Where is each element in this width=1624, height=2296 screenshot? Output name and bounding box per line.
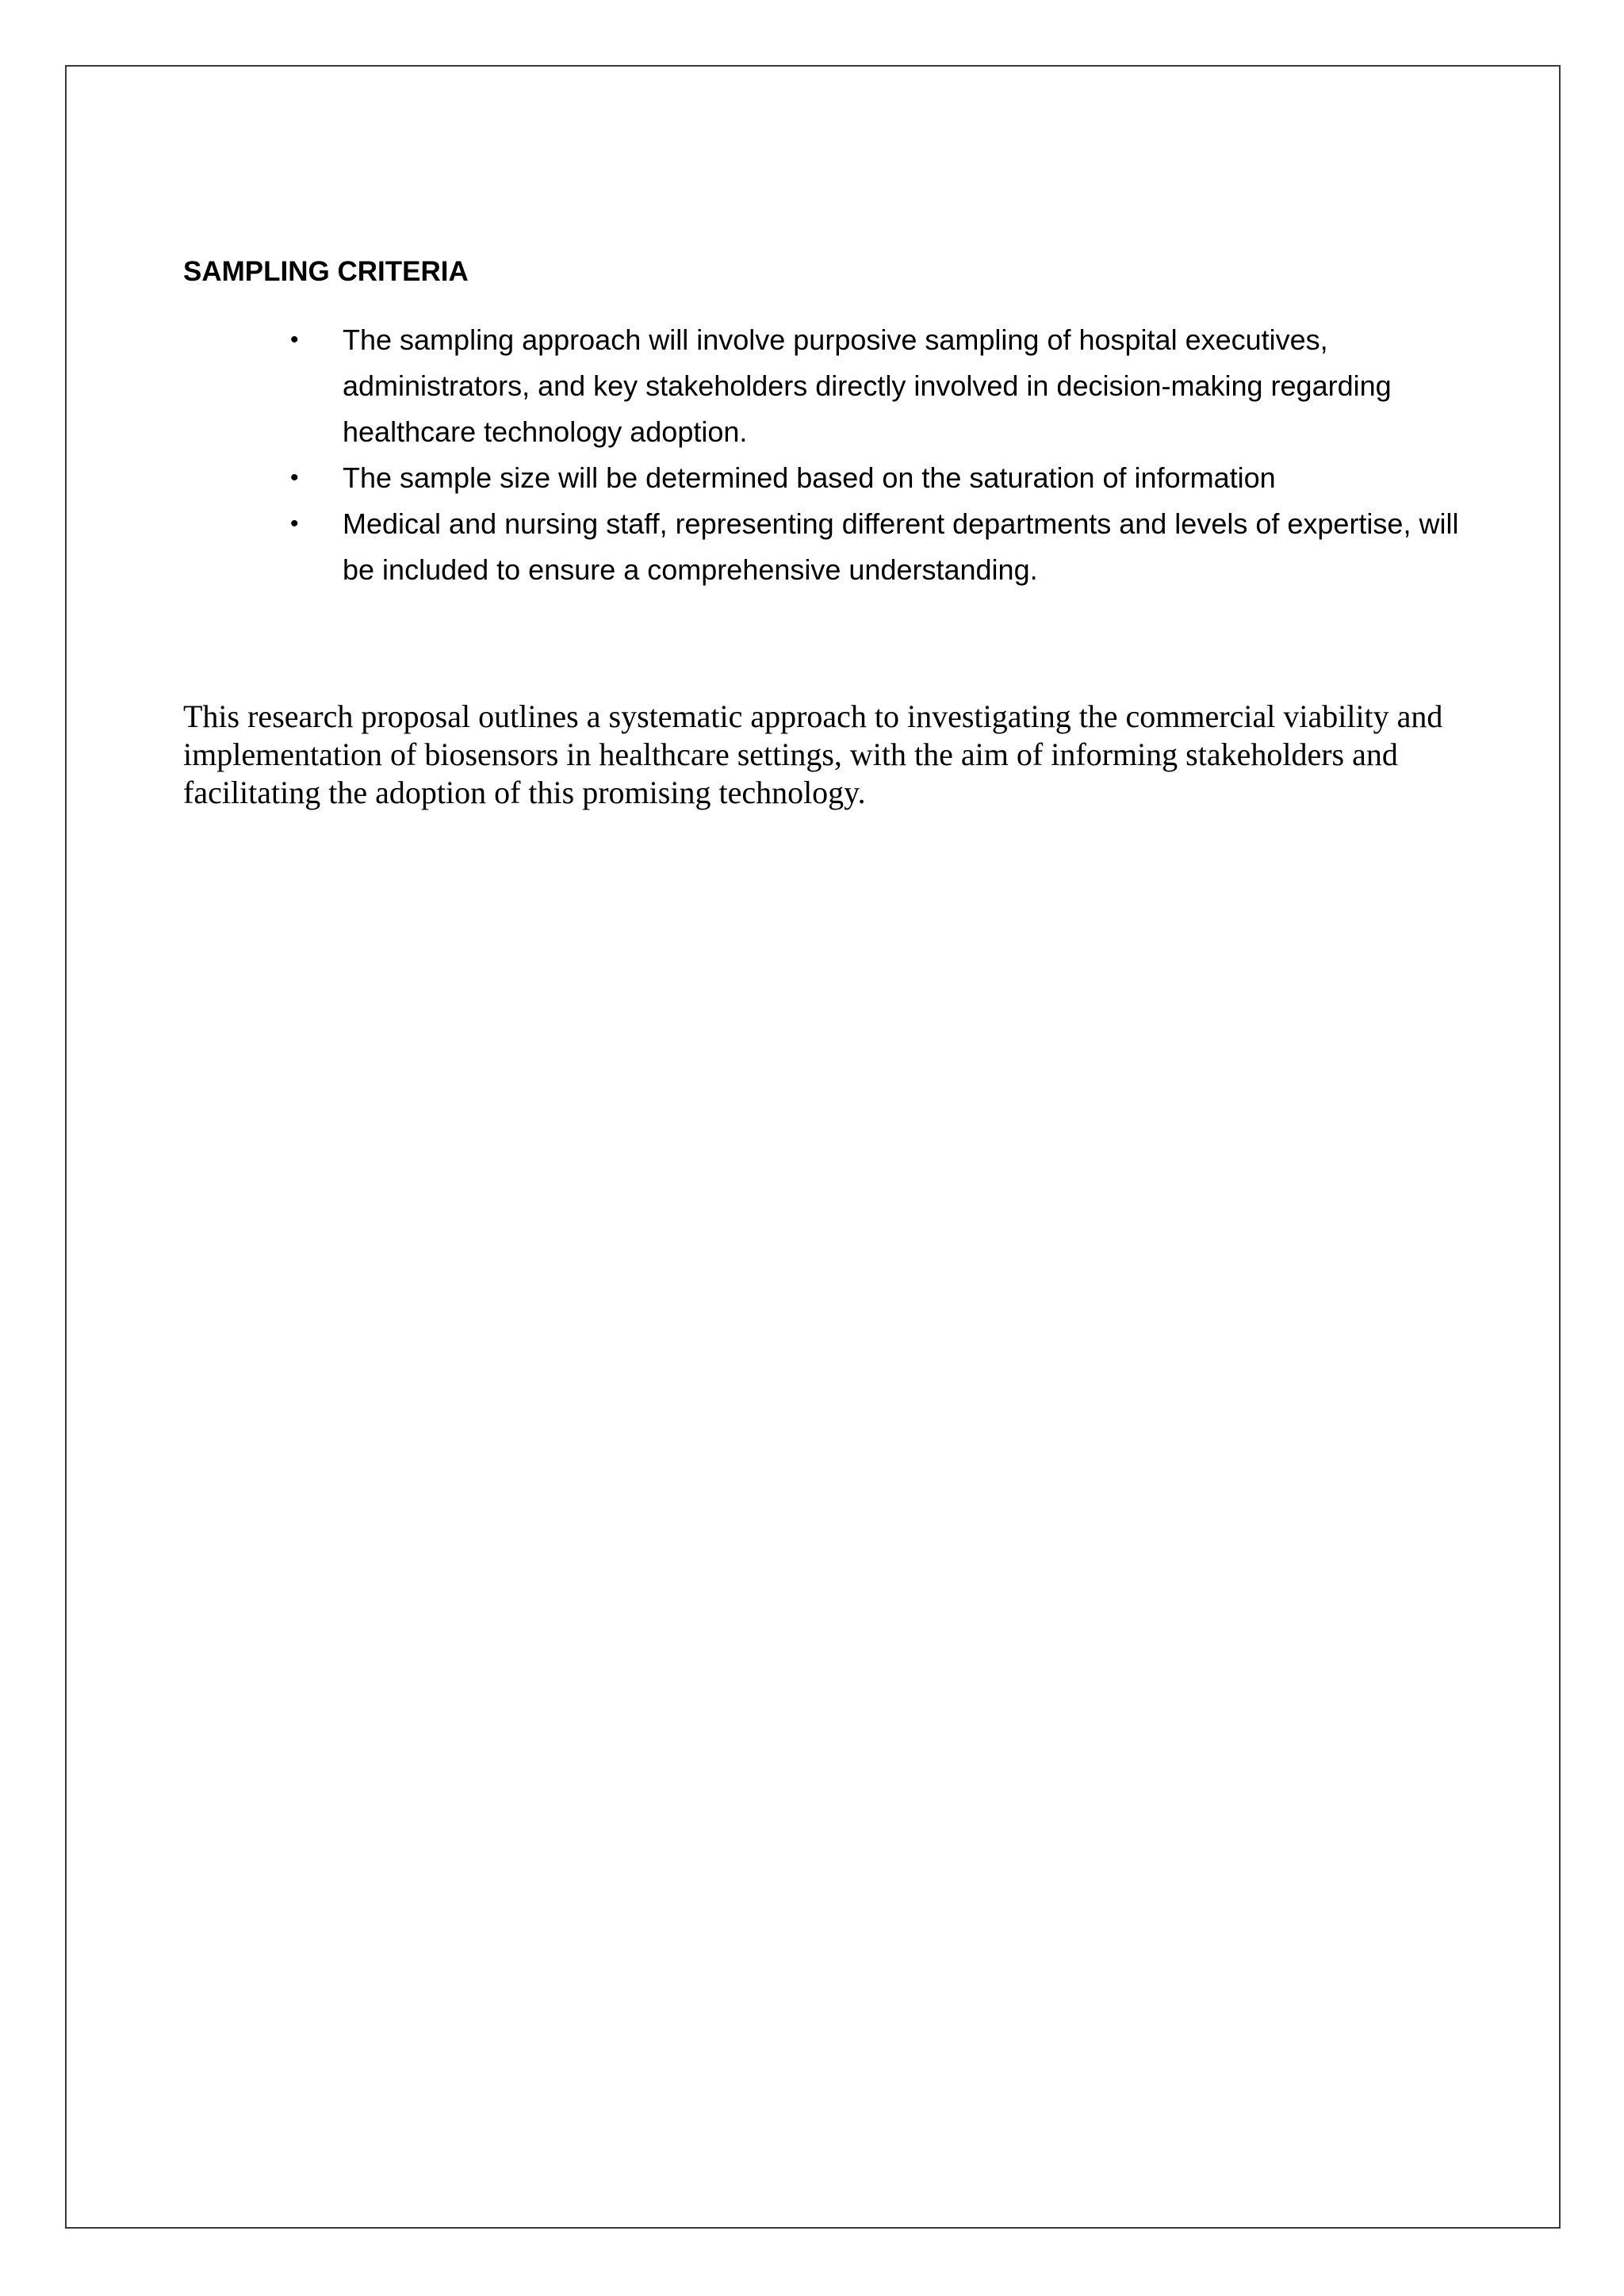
bullet-icon: • — [290, 511, 299, 537]
bullet-icon: • — [290, 327, 299, 353]
bullet-icon: • — [290, 465, 299, 491]
list-item — [290, 455, 1464, 501]
summary-paragraph: This research proposal outlines a systematic approach to investigating the commercial viability and implementation of biosensors in healthcare settings, with the aim of informing stakeholders and facilitating the adoption of this promising technology. — [183, 698, 1443, 810]
list-item-text: The sampling approach will involve purposive sampling of hospital executives, administrators, and key stakeholders directly involved in decision-making regarding healthcare technology adoption. — [343, 323, 1392, 448]
list-item — [290, 317, 1464, 455]
list-item — [290, 501, 1464, 593]
list-item-text: The sample size will be determined based on the saturation of information — [343, 461, 1276, 494]
sampling-criteria-list — [290, 317, 1464, 593]
list-item-text: Medical and nursing staff, representing different departments and levels of expertise, will be included to ensure a comprehensive understanding. — [343, 507, 1459, 586]
section-heading: SAMPLING CRITERIA — [183, 256, 469, 287]
